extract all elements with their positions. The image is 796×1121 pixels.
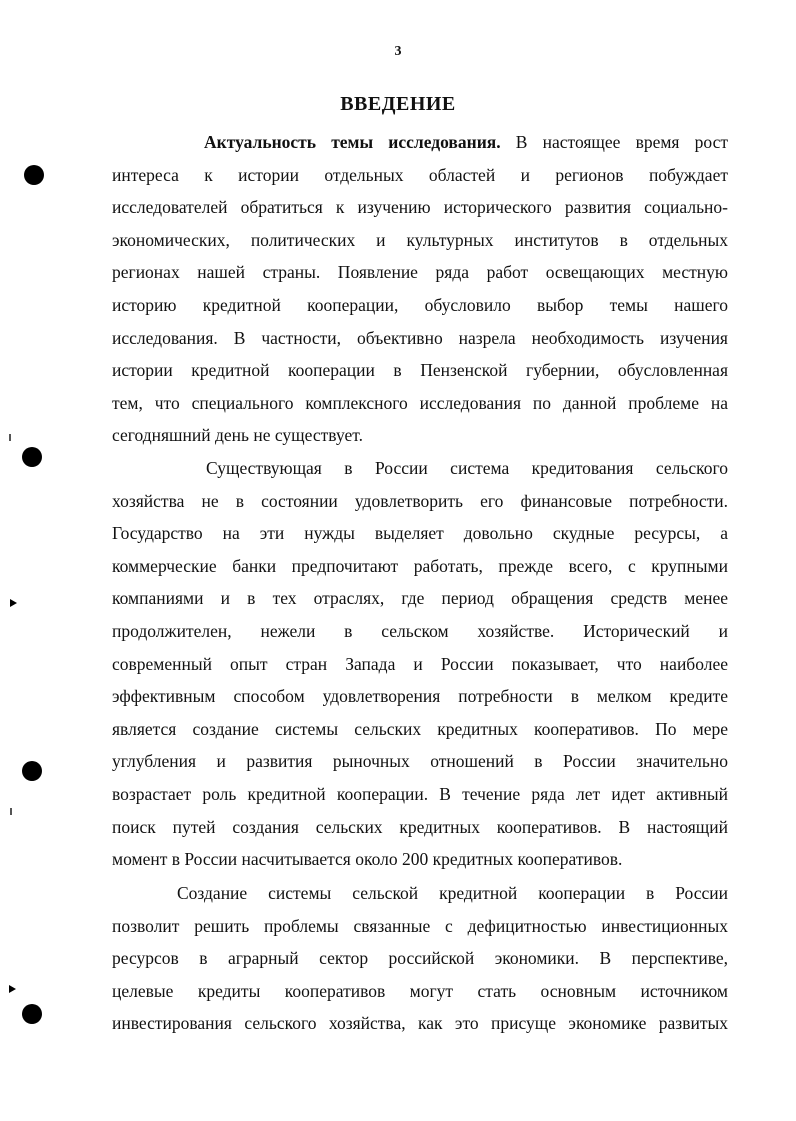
paragraph-line: интереса к истории отдельных областей и регионов побуждает [112,164,728,185]
paragraph-line: экономических, политических и культурных институтов в отдельных [112,229,728,250]
scan-mark-1 [10,599,17,607]
paragraph-line: Актуальность темы исследования. В настоящее время рост [204,132,728,152]
scan-mark-3 [9,434,11,441]
paragraph-line: сегодняшний день не существует. [112,425,363,446]
paragraph-line: позволит решить проблемы связанные с дефицитностью инвестиционных [112,915,728,936]
paragraph-line: современный опыт стран Запада и России показывает, что наиболее [112,653,728,674]
paragraph-line: истории кредитной кооперации в Пензенской губернии, обусловленная [112,360,728,381]
paragraph-line: момент в России насчитывается около 200 кредитных кооперативов. [112,849,623,870]
paragraph-line: исследователей обратиться к изучению исторического развития социально- [112,197,728,218]
paragraph-cooperation [112,877,728,1040]
binder-hole-3 [22,761,42,781]
paragraph-line: ресурсов в аграрный сектор российской экономики. В перспективе, [112,948,728,969]
binder-hole-2 [22,447,42,467]
paragraph-line: Создание системы сельской кредитной кооперации в России [177,883,728,903]
paragraph-line: возрастает роль кредитной кооперации. В течение ряда лет идет активный [112,783,728,804]
paragraph-line: поиск путей создания сельских кредитных кооперативов. В настоящий [112,816,728,837]
paragraph-line: хозяйства не в состоянии удовлетворить его финансовые потребности. [112,490,728,511]
paragraph-line: инвестирования сельского хозяйства, как это присуще экономике развитых [112,1013,728,1034]
paragraph-line: продолжителен, нежели в сельском хозяйстве. Исторический и [112,620,728,641]
paragraph-line: историю кредитной кооперации, обусловило выбор темы нашего [112,294,728,315]
paragraph-line: Существующая в России система кредитования сельского [206,458,728,478]
section-heading: ВВЕДЕНИЕ [340,93,456,115]
paragraph-line: исследования. В частности, объективно назрела необходимость изучения [112,327,728,348]
page-number: 3 [394,44,402,59]
paragraph-line: является создание системы сельских кредитных кооперативов. По мере [112,718,728,739]
lead-term: Актуальность темы исследования. [204,132,501,152]
paragraph-line: эффективным способом удовлетворения потребности в мелком кредите [112,686,728,707]
scan-mark-4 [10,808,12,815]
paragraph-line: Государство на эти нужды выделяет довольно скудные ресурсы, а [112,523,728,544]
scan-mark-2 [9,985,16,993]
paragraph-line: целевые кредиты кооперативов могут стать основным источником [112,980,728,1001]
paragraph-line: компаниями и в тех отраслях, где период обращения средств менее [112,588,728,609]
paragraph-line: тем, что специального комплексного исследования по данной проблеме на [112,392,728,413]
binder-hole-1 [24,165,44,185]
paragraph-line: углубления и развития рыночных отношений в России значительно [112,751,728,772]
paragraph-relevance [112,126,728,452]
binder-hole-4 [22,1004,42,1024]
paragraph-line: регионах нашей страны. Появление ряда работ освещающих местную [112,262,728,283]
paragraph-credit-system [112,452,728,876]
paragraph-line: коммерческие банки предпочитают работать, прежде всего, с крупными [112,555,728,576]
